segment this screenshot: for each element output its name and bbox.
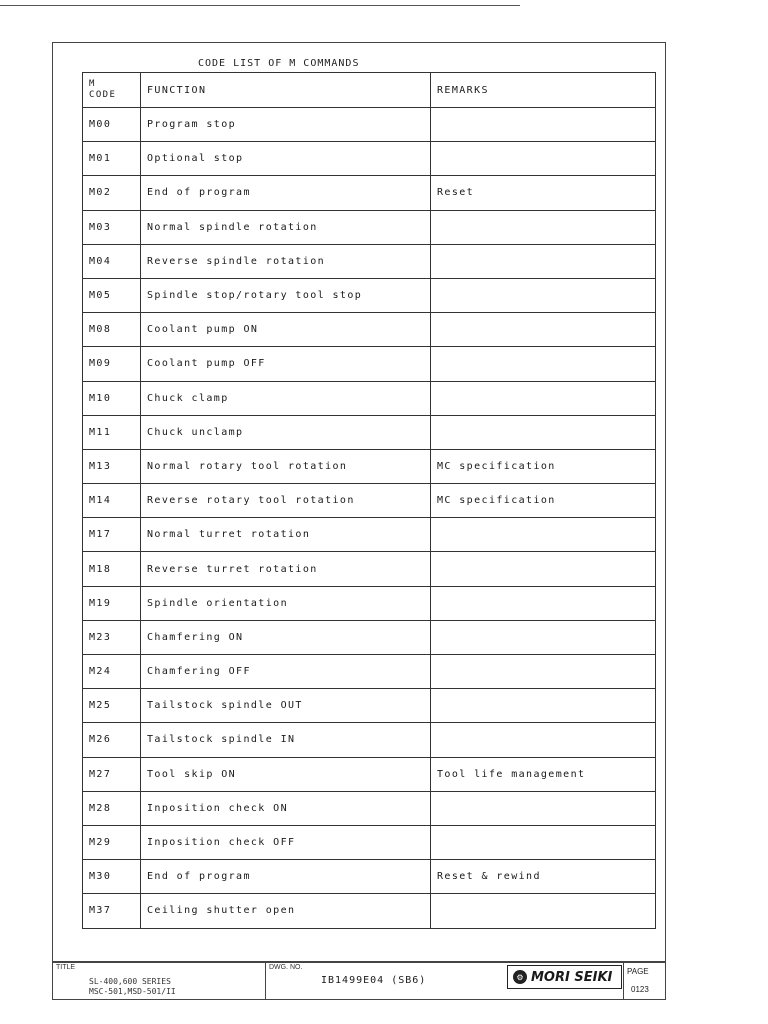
table-row (83, 757, 656, 791)
cell-function: Tool skip ON (141, 757, 431, 791)
cell-remarks (431, 142, 656, 176)
cell-code: M04 (83, 244, 141, 278)
title-label: TITLE (56, 964, 76, 971)
cell-remarks (431, 825, 656, 859)
cell-code: M00 (83, 108, 141, 142)
table-row (83, 313, 656, 347)
title-line-1: SL-400,600 SERIES (89, 977, 171, 986)
cell-function: Inposition check OFF (141, 825, 431, 859)
cell-code: M29 (83, 825, 141, 859)
cell-function: Normal rotary tool rotation (141, 449, 431, 483)
cell-code: M11 (83, 415, 141, 449)
cell-code: M19 (83, 586, 141, 620)
table-row (83, 620, 656, 654)
cell-function: Coolant pump ON (141, 313, 431, 347)
cell-remarks (431, 313, 656, 347)
cell-function: Chamfering ON (141, 620, 431, 654)
cell-function: Normal spindle rotation (141, 210, 431, 244)
cell-remarks (431, 244, 656, 278)
page-number: 0123 (631, 985, 649, 994)
page-label: PAGE (627, 967, 649, 976)
table-row (83, 415, 656, 449)
m-code-table (82, 72, 656, 929)
cell-remarks (431, 415, 656, 449)
cell-function: Ceiling shutter open (141, 894, 431, 928)
cell-code: M14 (83, 484, 141, 518)
cell-function: Tailstock spindle OUT (141, 689, 431, 723)
cell-code: M23 (83, 620, 141, 654)
cell-code: M25 (83, 689, 141, 723)
top-rule (0, 5, 520, 6)
cell-remarks (431, 381, 656, 415)
cell-code: M09 (83, 347, 141, 381)
cell-code: M27 (83, 757, 141, 791)
mori-seiki-logo (507, 965, 622, 989)
cell-remarks: Tool life management (431, 757, 656, 791)
table-row (83, 894, 656, 928)
cell-remarks (431, 552, 656, 586)
cell-code: M37 (83, 894, 141, 928)
cell-remarks: MC specification (431, 484, 656, 518)
header-code-line2: CODE (89, 90, 117, 100)
title-line-2: MSC-501,MSD-501/II (89, 987, 176, 996)
header-remarks: REMARKS (431, 73, 656, 108)
cell-function: Reverse spindle rotation (141, 244, 431, 278)
table-header-row (83, 73, 656, 108)
table-row (83, 825, 656, 859)
cell-code: M05 (83, 278, 141, 312)
cell-function: Inposition check ON (141, 791, 431, 825)
table-row (83, 347, 656, 381)
table-row (83, 210, 656, 244)
cell-function: Coolant pump OFF (141, 347, 431, 381)
cell-code: M26 (83, 723, 141, 757)
table-row (83, 518, 656, 552)
header-function: FUNCTION (141, 73, 431, 108)
cell-code: M03 (83, 210, 141, 244)
table-row (83, 381, 656, 415)
cell-remarks (431, 894, 656, 928)
header-code (83, 73, 141, 108)
cell-remarks (431, 278, 656, 312)
cell-remarks (431, 108, 656, 142)
cell-function: Program stop (141, 108, 431, 142)
cell-code: M08 (83, 313, 141, 347)
table-row (83, 176, 656, 210)
cell-remarks (431, 620, 656, 654)
cell-function: Tailstock spindle IN (141, 723, 431, 757)
title-block-divider (265, 963, 266, 999)
table-row (83, 723, 656, 757)
cell-remarks (431, 210, 656, 244)
cell-remarks (431, 791, 656, 825)
cell-function: Spindle stop/rotary tool stop (141, 278, 431, 312)
cell-code: M10 (83, 381, 141, 415)
page-divider (623, 963, 624, 999)
cell-function: Chamfering OFF (141, 655, 431, 689)
table-row (83, 142, 656, 176)
table-row (83, 689, 656, 723)
cell-code: M18 (83, 552, 141, 586)
table-row (83, 484, 656, 518)
cell-remarks (431, 655, 656, 689)
table-row (83, 860, 656, 894)
cell-remarks (431, 586, 656, 620)
table-row (83, 278, 656, 312)
table-row (83, 791, 656, 825)
cell-code: M13 (83, 449, 141, 483)
cell-remarks (431, 347, 656, 381)
table-row (83, 244, 656, 278)
cell-code: M30 (83, 860, 141, 894)
table-row (83, 449, 656, 483)
cell-function: Optional stop (141, 142, 431, 176)
cell-code: M17 (83, 518, 141, 552)
cell-function: Normal turret rotation (141, 518, 431, 552)
cell-remarks (431, 723, 656, 757)
cell-function: End of program (141, 860, 431, 894)
table-row (83, 655, 656, 689)
cell-function: Spindle orientation (141, 586, 431, 620)
header-code-line1: M (89, 79, 96, 89)
table-row (83, 108, 656, 142)
logo-text: MORI SEIKI (531, 969, 613, 985)
cell-code: M01 (83, 142, 141, 176)
document-title: CODE LIST OF M COMMANDS (198, 58, 360, 69)
cell-remarks (431, 689, 656, 723)
table-row (83, 586, 656, 620)
table-row (83, 552, 656, 586)
dwg-no-label: DWG. NO. (269, 964, 303, 971)
cell-function: Reverse rotary tool rotation (141, 484, 431, 518)
cell-code: M24 (83, 655, 141, 689)
cell-remarks: Reset & rewind (431, 860, 656, 894)
logo-gear-icon: ⚙ (513, 970, 527, 984)
dwg-no-value: IB1499E04 (SB6) (321, 975, 427, 986)
cell-function: Chuck clamp (141, 381, 431, 415)
cell-remarks (431, 518, 656, 552)
cell-remarks: MC specification (431, 449, 656, 483)
cell-remarks: Reset (431, 176, 656, 210)
cell-code: M02 (83, 176, 141, 210)
cell-function: End of program (141, 176, 431, 210)
cell-function: Reverse turret rotation (141, 552, 431, 586)
cell-function: Chuck unclamp (141, 415, 431, 449)
cell-code: M28 (83, 791, 141, 825)
